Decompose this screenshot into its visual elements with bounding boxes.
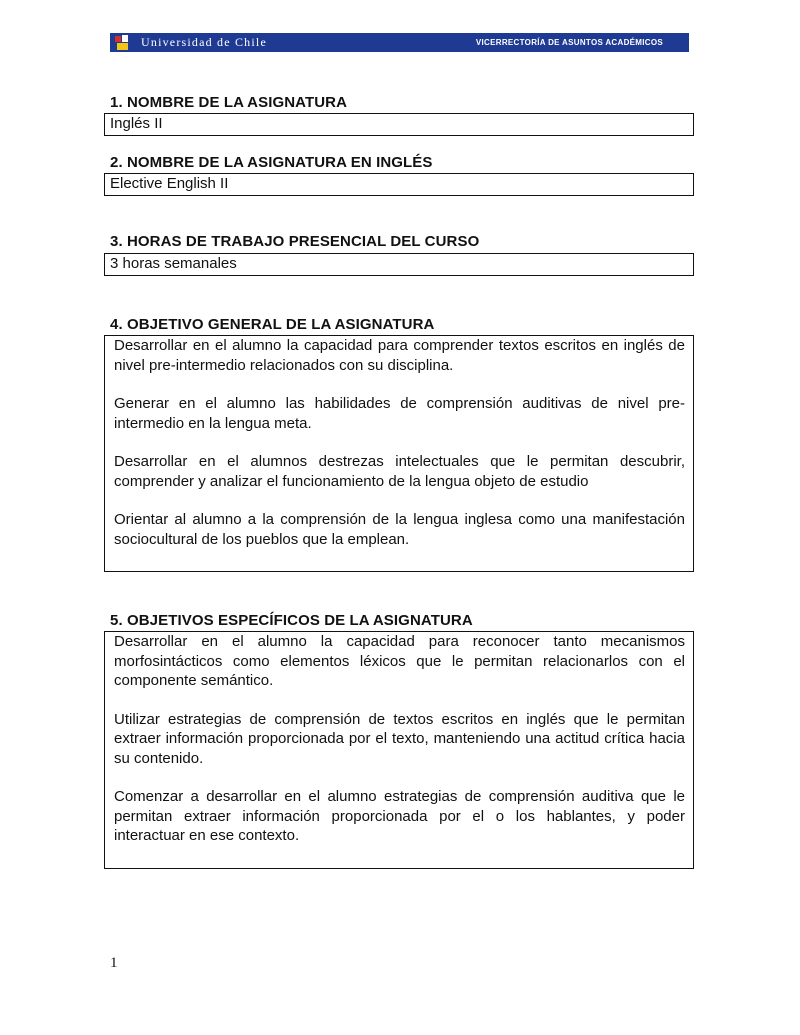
section-3-box <box>104 253 694 276</box>
section-4-paragraph: Generar en el alumno las habilidades de comprensión auditivas de nivel pre-intermedio en la lengua meta. <box>114 395 685 432</box>
section-5-paragraph: Desarrollar en el alumno la capacidad para reconocer tanto mecanismos morfosintácticos como elementos léxicos que le permitan relacionarlos con el componente semántico. <box>114 633 685 689</box>
section-2-heading: 2. NOMBRE DE LA ASIGNATURA EN INGLÉS <box>110 154 433 171</box>
section-2-box <box>104 173 694 196</box>
section-4-paragraph: Desarrollar en el alumno la capacidad para comprender textos escritos en inglés de nivel pre-intermedio relacionados con su disciplina. <box>114 337 685 374</box>
section-5-paragraph: Utilizar estrategias de comprensión de textos escritos en inglés que le permitan extraer información proporcionada por el texto, manteniendo una actitud crítica hacia su contenido. <box>114 710 685 767</box>
section-1-heading: 1. NOMBRE DE LA ASIGNATURA <box>110 94 348 111</box>
page-number: 1 <box>110 955 118 971</box>
section-5-paragraph: Comenzar a desarrollar en el alumno estrategias de comprensión auditiva que le permitan extraer información proporcionada por el o los hablantes, y poder interactuar en ese contexto. <box>114 788 685 844</box>
section-2-content: Elective English II <box>110 175 229 192</box>
university-logo <box>113 33 135 52</box>
section-4-heading: 4. OBJETIVO GENERAL DE LA ASIGNATURA <box>110 316 435 333</box>
section-3-heading: 3. HORAS DE TRABAJO PRESENCIAL DEL CURSO <box>110 233 480 250</box>
section-1-box <box>104 113 694 136</box>
section-5-heading: 5. OBJETIVOS ESPECÍFICOS DE LA ASIGNATURA <box>110 612 473 629</box>
header-banner <box>110 33 689 52</box>
section-4-box <box>104 335 694 572</box>
section-4-paragraph: Orientar al alumno a la comprensión de la lengua inglesa como una manifestación sociocultural de los pueblos que la emplean. <box>114 511 685 548</box>
section-5-box <box>104 631 694 869</box>
section-4-paragraph: Desarrollar en el alumnos destrezas intelectuales que le permitan descubrir, comprender y analizar el funcionamiento de la lengua objeto de estudio <box>114 453 685 490</box>
section-3-content: 3 horas semanales <box>110 255 237 272</box>
university-name: Universidad de Chile <box>141 35 267 49</box>
section-1-content: Inglés II <box>110 115 163 132</box>
vicerrectoria-label: VICERRECTORÍA DE ASUNTOS ACADÉMICOS <box>475 38 663 47</box>
